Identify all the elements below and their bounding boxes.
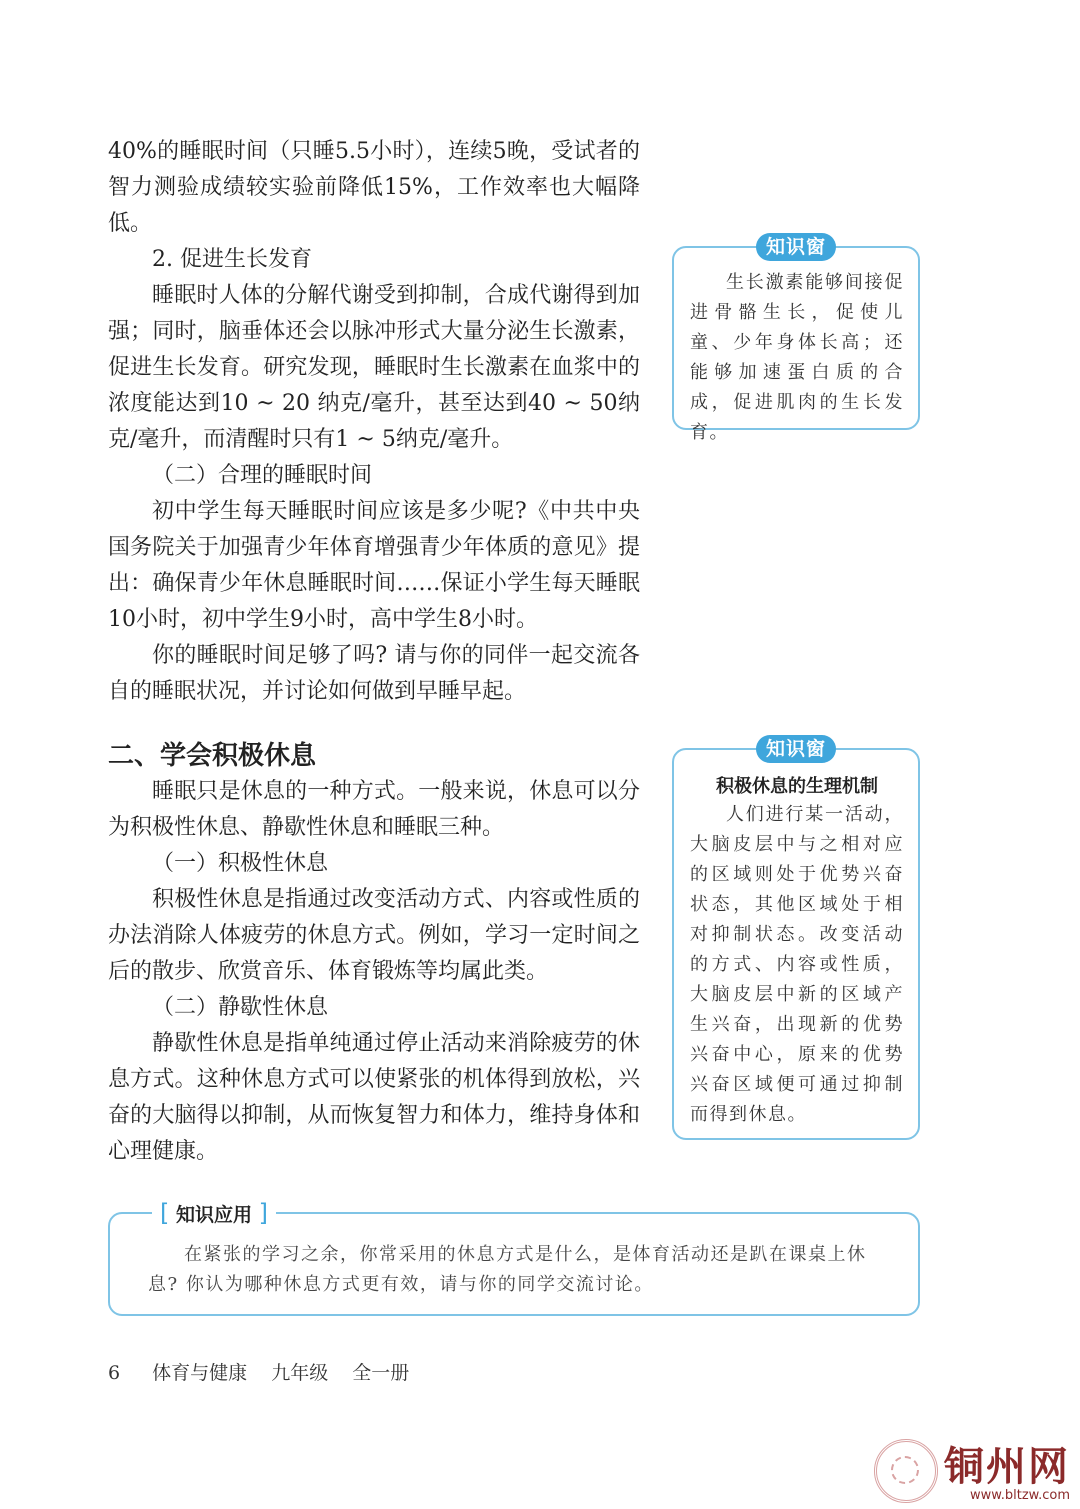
page-footer (108, 1358, 427, 1385)
knowledge-application-box (108, 1199, 920, 1316)
knowledge-window-text: 生长激素能够间接促进骨骼生长，促使儿童、少年身体长高；还能够加速蛋白质的合成，促进肌肉的生长发育。 (690, 272, 904, 443)
paragraph-active-rest: 积极性休息是指通过改变活动方式、内容或性质的办法消除人体疲劳的休息方式。例如，学习一定时间之后的散步、欣赏音乐、体育锻炼等均属此类。 (108, 887, 640, 984)
heading-growth: 2. 促进生长发育 (152, 247, 312, 272)
grade-label: 九年级 (271, 1362, 329, 1384)
knowledge-application-title (152, 1198, 276, 1230)
book-title: 体育与健康 (152, 1362, 248, 1384)
bracket-left: [ (160, 1199, 170, 1227)
bracket-right: ] (258, 1199, 269, 1227)
watermark-seal-icon (874, 1439, 938, 1503)
knowledge-window-badge: 知识窗 (756, 735, 836, 763)
volume-label: 全一册 (352, 1362, 410, 1384)
paragraph-growth-hormone: 睡眠时人体的分解代谢受到抑制，合成代谢得到加强；同时，脑垂体还会以脉冲形式大量分泌生长激素，促进生长发育。研究发现，睡眠时生长激素在血浆中的浓度能达到10 ~ 20 纳克/毫升，甚至达到40 ~ 50纳克/毫升，而清醒时只有1 ~ 5纳克/毫升。 (108, 283, 640, 452)
watermark-name: 铜州网 (944, 1443, 1070, 1490)
knowledge-window-text: 人们进行某一活动，大脑皮层中与之相对应的区域则处于优势兴奋状态，其他区域处于相对抑制状态。改变活动的方式、内容或性质，大脑皮层中新的区域产生兴奋，出现新的优势兴奋中心，原来的优势兴奋区域便可通过抑制而得到休息。 (690, 804, 904, 1125)
knowledge-window-badge: 知识窗 (756, 233, 836, 261)
main-text-column (108, 134, 640, 710)
paragraph-sleep-hours: 初中学生每天睡眠时间应该是多少呢?《中共中央国务院关于加强青少年体育增强青少年体质的意见》提出：确保青少年休息睡眠时间……保证小学生每天睡眠10小时，初中学生9小时，高中学生8小时。 (108, 499, 640, 632)
heading-passive-rest: （二）静歇性休息 (152, 995, 329, 1020)
paragraph-rest-types: 睡眠只是休息的一种方式。一般来说，休息可以分为积极性休息、静歇性休息和睡眠三种。 (108, 779, 640, 840)
heading-sleep-time: （二）合理的睡眠时间 (152, 463, 373, 488)
paragraph-discussion: 你的睡眠时间足够了吗? 请与你的同伴一起交流各自的睡眠状况，并讨论如何做到早睡早起。 (108, 643, 640, 704)
watermark-url: www.bltzw.com (970, 1488, 1070, 1503)
knowledge-window-growth (672, 236, 920, 443)
knowledge-application-label: 知识应用 (176, 1204, 253, 1226)
section-two (108, 738, 640, 1170)
paragraph-sleep-deprivation: 40%的睡眠时间（只睡5.5小时），连续5晚，受试者的智力测验成绩较实验前降低15%，工作效率也大幅降低。 (108, 139, 640, 236)
knowledge-window-rest-mechanism (672, 738, 920, 1140)
knowledge-window-title: 积极休息的生理机制 (716, 776, 878, 797)
knowledge-application-text: 在紧张的学习之余，你常采用的休息方式是什么，是体育活动还是趴在课桌上休息? 你认为哪种休息方式更有效，请与你的同学交流讨论。 (148, 1244, 867, 1295)
heading-section-two: 二、学会积极休息 (108, 741, 317, 771)
paragraph-passive-rest: 静歇性休息是指单纯通过停止活动来消除疲劳的休息方式。这种休息方式可以使紧张的机体得到放松，兴奋的大脑得以抑制，从而恢复智力和体力，维持身体和心理健康。 (108, 1031, 640, 1164)
watermark-text (944, 1443, 1070, 1503)
site-watermark (874, 1439, 1070, 1503)
page-number: 6 (108, 1362, 121, 1384)
heading-active-rest: （一）积极性休息 (152, 851, 329, 876)
